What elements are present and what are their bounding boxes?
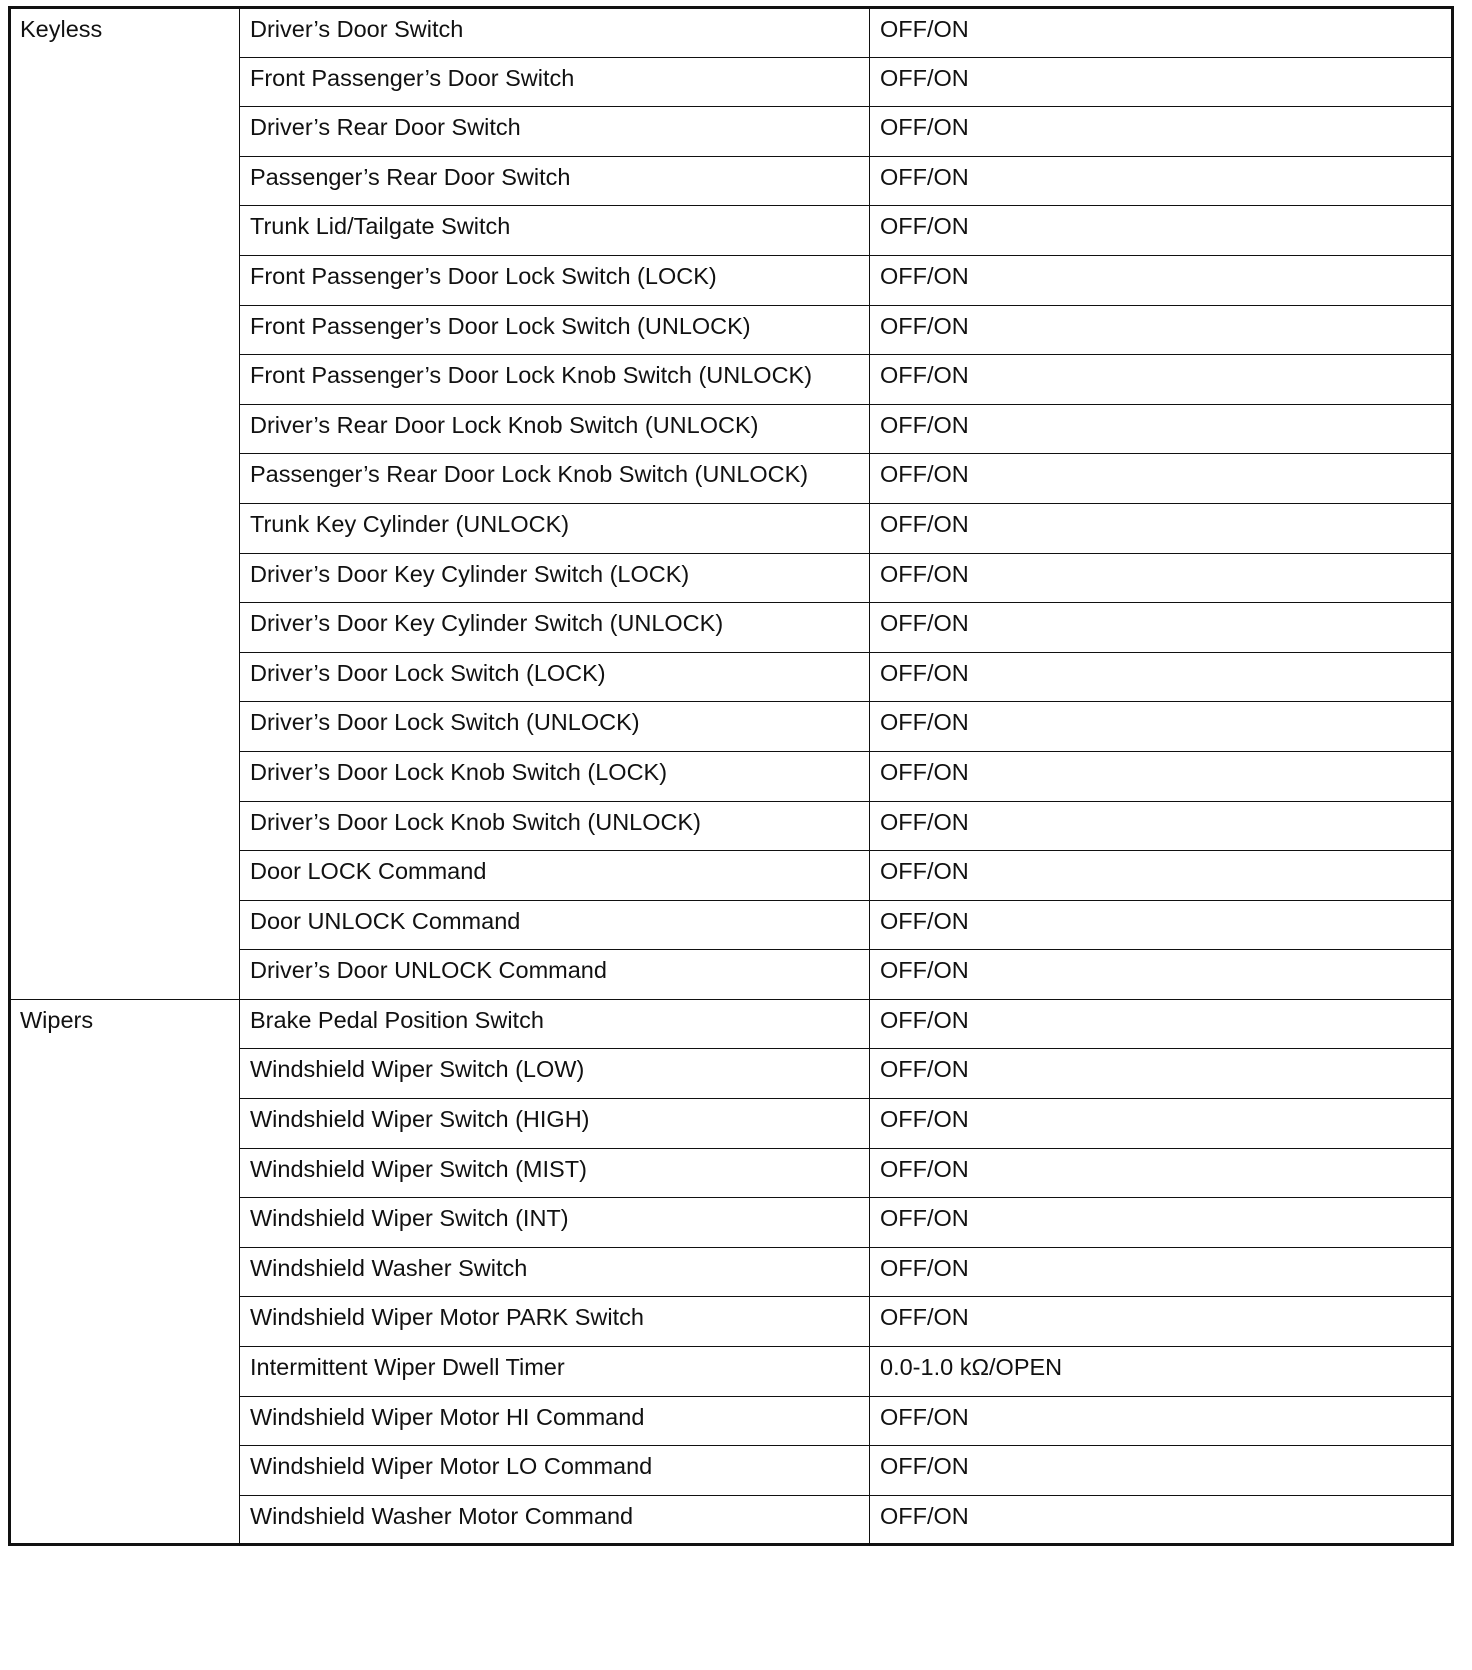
item-cell: Windshield Wiper Motor HI Command (240, 1396, 870, 1446)
value-cell: OFF/ON (870, 999, 1453, 1049)
item-cell: Windshield Washer Switch (240, 1247, 870, 1297)
value-cell: OFF/ON (870, 1099, 1453, 1149)
value-cell: OFF/ON (870, 851, 1453, 901)
item-cell: Driver’s Door Lock Switch (LOCK) (240, 652, 870, 702)
value-cell: OFF/ON (870, 404, 1453, 454)
value-cell: OFF/ON (870, 1297, 1453, 1347)
value-cell: OFF/ON (870, 107, 1453, 157)
item-cell: Windshield Wiper Switch (HIGH) (240, 1099, 870, 1149)
group-name-0: Keyless (10, 8, 240, 1000)
item-cell: Driver’s Rear Door Lock Knob Switch (UNLOCK) (240, 404, 870, 454)
item-cell: Brake Pedal Position Switch (240, 999, 870, 1049)
value-cell: OFF/ON (870, 305, 1453, 355)
item-cell: Front Passenger’s Door Switch (240, 57, 870, 107)
item-cell: Door LOCK Command (240, 851, 870, 901)
item-cell: Driver’s Door Lock Knob Switch (UNLOCK) (240, 801, 870, 851)
value-cell: OFF/ON (870, 8, 1453, 58)
item-cell: Passenger’s Rear Door Switch (240, 156, 870, 206)
value-cell: OFF/ON (870, 454, 1453, 504)
item-cell: Trunk Key Cylinder (UNLOCK) (240, 503, 870, 553)
value-cell: OFF/ON (870, 1049, 1453, 1099)
value-cell: OFF/ON (870, 1396, 1453, 1446)
value-cell: OFF/ON (870, 801, 1453, 851)
value-cell: OFF/ON (870, 206, 1453, 256)
item-cell: Intermittent Wiper Dwell Timer (240, 1347, 870, 1397)
value-cell: OFF/ON (870, 1148, 1453, 1198)
table-row (10, 8, 1453, 58)
value-cell: OFF/ON (870, 255, 1453, 305)
item-cell: Driver’s Rear Door Switch (240, 107, 870, 157)
value-cell: OFF/ON (870, 156, 1453, 206)
item-cell: Trunk Lid/Tailgate Switch (240, 206, 870, 256)
item-cell: Driver’s Door Lock Switch (UNLOCK) (240, 702, 870, 752)
value-cell: OFF/ON (870, 503, 1453, 553)
item-cell: Windshield Wiper Switch (LOW) (240, 1049, 870, 1099)
table-body (10, 8, 1453, 1545)
item-cell: Front Passenger’s Door Lock Switch (LOCK) (240, 255, 870, 305)
item-cell: Front Passenger’s Door Lock Knob Switch (UNLOCK) (240, 355, 870, 405)
group-name-1: Wipers (10, 999, 240, 1545)
value-cell: OFF/ON (870, 355, 1453, 405)
table-row (10, 999, 1453, 1049)
value-cell: OFF/ON (870, 57, 1453, 107)
item-cell: Driver’s Door Switch (240, 8, 870, 58)
item-cell: Windshield Wiper Motor PARK Switch (240, 1297, 870, 1347)
value-cell: OFF/ON (870, 900, 1453, 950)
item-cell: Windshield Wiper Switch (MIST) (240, 1148, 870, 1198)
value-cell: OFF/ON (870, 1247, 1453, 1297)
item-cell: Driver’s Door Key Cylinder Switch (UNLOCK) (240, 603, 870, 653)
item-cell: Driver’s Door UNLOCK Command (240, 950, 870, 1000)
item-cell: Door UNLOCK Command (240, 900, 870, 950)
value-cell: OFF/ON (870, 1495, 1453, 1545)
item-cell: Windshield Wiper Switch (INT) (240, 1198, 870, 1248)
value-cell: OFF/ON (870, 950, 1453, 1000)
value-cell: OFF/ON (870, 603, 1453, 653)
value-cell: OFF/ON (870, 1446, 1453, 1496)
value-cell: OFF/ON (870, 751, 1453, 801)
value-cell: OFF/ON (870, 702, 1453, 752)
item-cell: Driver’s Door Lock Knob Switch (LOCK) (240, 751, 870, 801)
item-cell: Windshield Wiper Motor LO Command (240, 1446, 870, 1496)
value-cell: OFF/ON (870, 652, 1453, 702)
item-cell: Windshield Washer Motor Command (240, 1495, 870, 1545)
value-cell: OFF/ON (870, 1198, 1453, 1248)
value-cell: OFF/ON (870, 553, 1453, 603)
value-cell: 0.0-1.0 kΩ/OPEN (870, 1347, 1453, 1397)
item-cell: Front Passenger’s Door Lock Switch (UNLOCK) (240, 305, 870, 355)
item-cell: Driver’s Door Key Cylinder Switch (LOCK) (240, 553, 870, 603)
parameter-table (8, 6, 1454, 1546)
item-cell: Passenger’s Rear Door Lock Knob Switch (UNLOCK) (240, 454, 870, 504)
